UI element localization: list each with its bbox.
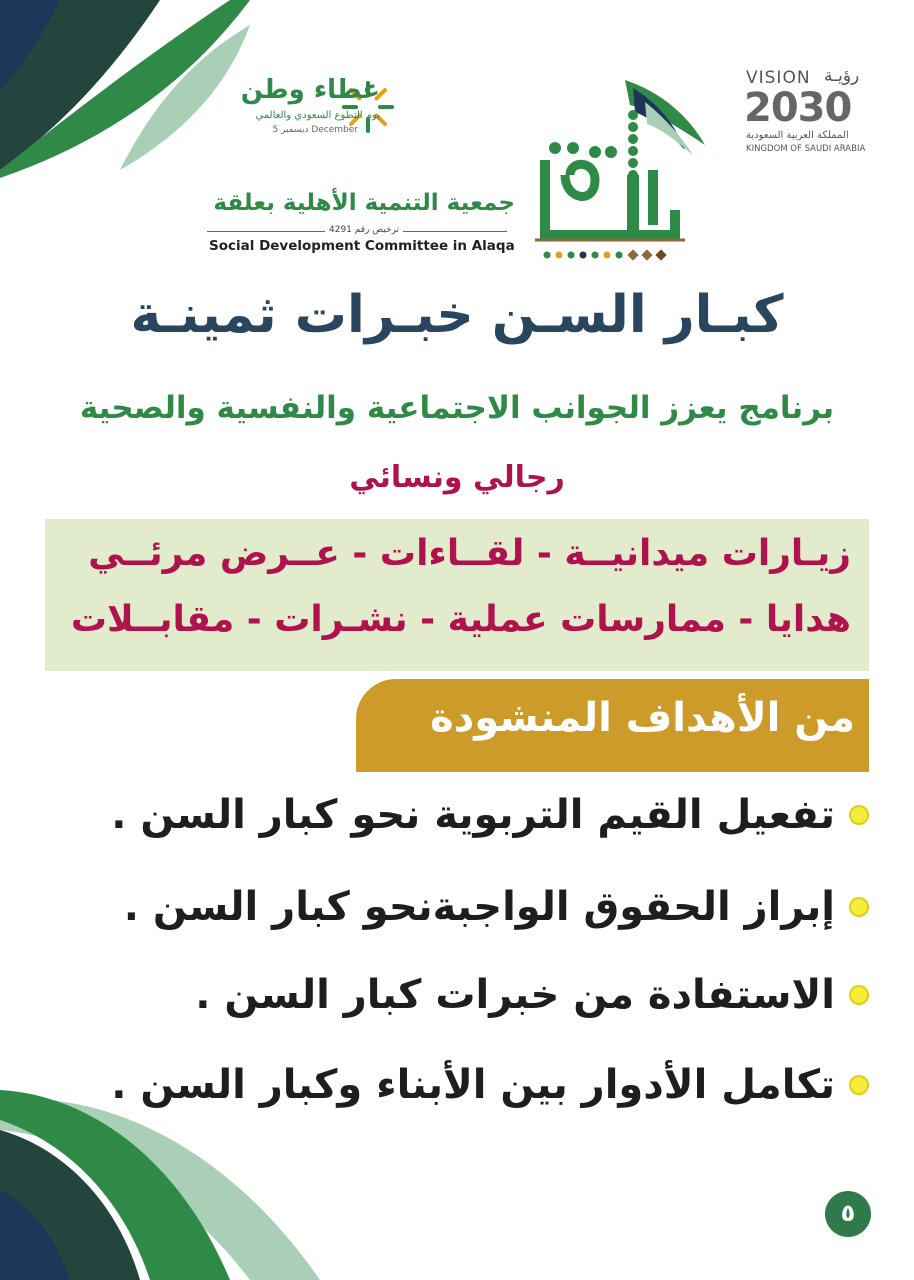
program-subtitle: برنامج يعزز الجوانب الاجتماعية والنفسية والصحية	[79, 390, 835, 426]
vision-year: 2030	[744, 85, 852, 131]
goal-text: تفعيل القيم التربوية نحو كبار السن .	[111, 792, 835, 838]
ataa-watan-logo	[190, 75, 390, 150]
organization-name-block	[195, 190, 515, 260]
organization-name-ar: جمعية التنمية الأهلية بعلقة	[213, 190, 515, 216]
goal-text: إبراز الحقوق الواجبةنحو كبار السن .	[123, 884, 835, 930]
page-number: ٥	[825, 1191, 871, 1237]
ataa-date: ديسمبر 5 December	[272, 125, 358, 135]
vision-label-ar: رؤيـة	[824, 66, 860, 86]
vision-2030-logo	[740, 68, 880, 158]
license-number: ترخيص رقم 4291	[325, 225, 403, 235]
audience-label: رجالي ونسائي	[349, 460, 565, 495]
activities-line: زيـارات ميدانيــة - لقــاءات - عــرض مرئــي	[88, 533, 851, 574]
goals-heading: من الأهداف المنشودة	[430, 695, 855, 741]
kingdom-name-ar: المملكة العربية السعودية	[746, 130, 849, 141]
activities-line: هدايا - ممارسات عملية - نشـرات - مقابــلات	[70, 599, 851, 640]
goal-text: تكامل الأدوار بين الأبناء وكبار السن .	[111, 1062, 835, 1108]
page-title: كبـار السـن خبـرات ثمينـة	[130, 285, 784, 345]
alaqa-calligraphy-logo-icon	[535, 80, 715, 265]
bullet-dot-icon	[849, 1075, 869, 1095]
goal-list-item	[195, 960, 869, 1030]
activities-box	[45, 519, 869, 671]
ataa-subtitle: يوم التطوع السعودي والعالمي	[255, 110, 380, 121]
goal-text: الاستفادة من خبرات كبار السن .	[195, 972, 835, 1018]
vision-label: VISION	[746, 68, 811, 88]
goals-heading-banner	[356, 679, 869, 772]
ataa-title: عطاء وطن	[240, 75, 380, 105]
bullet-dot-icon	[849, 985, 869, 1005]
bullet-dot-icon	[849, 897, 869, 917]
decorative-leaves-bottom	[0, 1090, 330, 1280]
goal-list-item	[111, 780, 869, 850]
kingdom-name-en: KINGDOM OF SAUDI ARABIA	[746, 144, 866, 154]
goal-list-item	[124, 872, 869, 942]
organization-name-en: Social Development Committee in Alaqa	[209, 238, 515, 254]
bullet-dot-icon	[849, 805, 869, 825]
